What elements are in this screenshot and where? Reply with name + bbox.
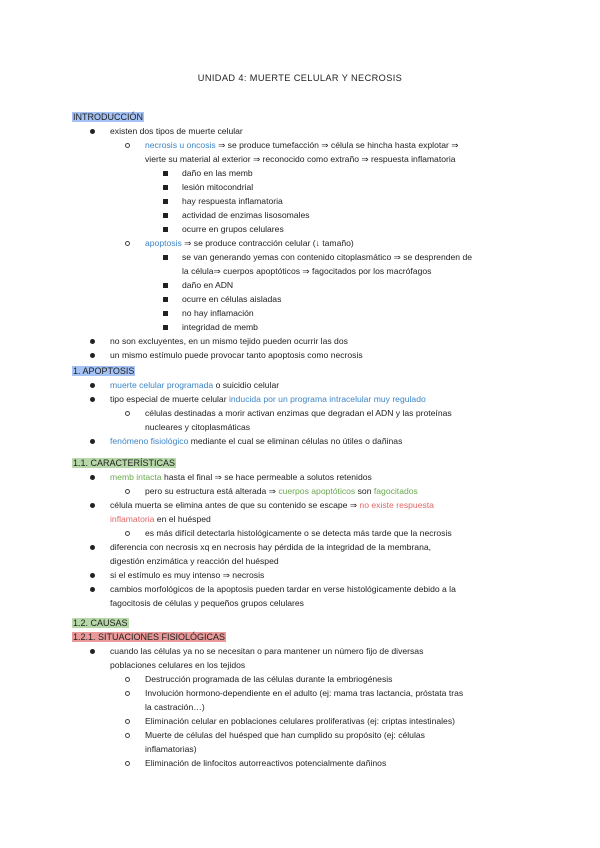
list-item xyxy=(145,687,530,701)
bullet-square-icon xyxy=(163,325,168,330)
caract-b1-sub-term2: fagocitados xyxy=(373,486,418,496)
list-item xyxy=(145,407,530,421)
caract-b2-line2 xyxy=(110,513,530,527)
caract-b1-rest: hasta el final ⇒ se hace permeable a solutos retenidos xyxy=(161,472,372,482)
list-item xyxy=(182,279,527,293)
apoptosis-b3-term: fenómeno fisiológico xyxy=(110,436,189,446)
bullet-dot-icon xyxy=(90,397,95,402)
causas-s1: Destrucción programada de las células durante la embriogénesis xyxy=(145,674,393,684)
list-item xyxy=(182,321,527,335)
causas-subheading-text: 1.2.1. SITUACIONES FISIOLÓGICAS xyxy=(73,632,226,642)
apoptosis-desc: ⇒ se produce contracción celular (↓ tamaño) xyxy=(181,238,354,248)
list-item xyxy=(182,209,527,223)
bullet-square-icon xyxy=(163,255,168,260)
caract-b4: si el estímulo es muy intenso ⇒ necrosis xyxy=(110,570,265,580)
list-item xyxy=(110,335,530,349)
apoptosis-b3-rest: mediante el cual se eliminan células no útiles o dañinas xyxy=(188,436,403,446)
bullet-square-icon xyxy=(163,213,168,218)
causas-s2-line2: la castración…) xyxy=(145,702,205,712)
necrosis-desc-line1: ⇒ se produce tumefacción ⇒ célula se hincha hasta explotar ⇒ xyxy=(215,140,459,150)
apoptosis-heading xyxy=(72,365,135,378)
necrosis-desc-line2: vierte su material al exterior ⇒ reconocido como extraño ⇒ respuesta inflamatoria xyxy=(145,154,456,164)
caract-b1-sub-term1: cuerpos apoptóticos xyxy=(278,486,356,496)
bullet-dot-icon xyxy=(90,383,95,388)
apoptosis-b1-rest: o suicidio celular xyxy=(213,380,280,390)
caract-b2-sub: es más difícil detectarla histológicamente o se detecta más tarde que la necrosis xyxy=(145,528,452,538)
apoptosis-item-line1: se van generando yemas con contenido citoplasmático ⇒ se desprenden de xyxy=(182,252,473,262)
caract-b5-line1: cambios morfológicos de la apoptosis pueden tardar en verse histológicamente debido a la xyxy=(110,584,456,594)
list-item xyxy=(182,195,527,209)
list-item xyxy=(110,499,530,513)
apoptosis-b2-term: inducida por un programa intracelular muy regulado xyxy=(228,394,426,404)
list-item xyxy=(145,485,530,499)
caract-b1-sub-pre: pero su estructura está alterada ⇒ xyxy=(145,486,279,496)
list-item xyxy=(110,379,530,393)
bullet-circle-icon xyxy=(125,719,130,724)
bullet-dot-icon xyxy=(90,573,95,578)
apoptosis-heading-text: 1. APOPTOSIS xyxy=(73,366,135,376)
necrosis-item: lesión mitocondrial xyxy=(182,182,254,192)
caract-b2-pre: célula muerta se elimina antes de que su contenido se escape ⇒ xyxy=(110,500,360,510)
caract-b1-sub-mid: son xyxy=(355,486,374,496)
bullet-circle-icon xyxy=(125,761,130,766)
bullet-circle-icon xyxy=(125,531,130,536)
apoptosis-item: ocurre en células aisladas xyxy=(182,294,282,304)
causas-heading xyxy=(72,617,129,630)
necrosis-term: necrosis u oncosis xyxy=(145,140,216,150)
causas-s5: Eliminación de linfocitos autorreactivos potencialmente dañinos xyxy=(145,758,387,768)
list-item xyxy=(110,393,530,407)
causas-b1-line1: cuando las células ya no se necesitan o para mantener un número fijo de diversas xyxy=(110,646,424,656)
bullet-circle-icon xyxy=(125,241,130,246)
list-item xyxy=(182,223,527,237)
bullet-dot-icon xyxy=(90,129,95,134)
bullet-circle-icon xyxy=(125,411,130,416)
causas-s3: Eliminación celular en poblaciones celulares proliferativas (ej: criptas intestinales) xyxy=(145,716,456,726)
list-item xyxy=(182,181,527,195)
causas-s2-line1: Involución hormono-dependiente en el adulto (ej: mama tras lactancia, próstata tras xyxy=(145,688,464,698)
apoptosis-b2-sub-line1: células destinadas a morir activan enzimas que degradan el ADN y las proteínas xyxy=(145,408,452,418)
apoptosis-item: daño en ADN xyxy=(182,280,234,290)
bullet-square-icon xyxy=(163,185,168,190)
bullet-square-icon xyxy=(163,227,168,232)
list-item xyxy=(145,237,530,251)
bullet-square-icon xyxy=(163,171,168,176)
necrosis-item: daño en las memb xyxy=(182,168,253,178)
apoptosis-item: integridad de memb xyxy=(182,322,258,332)
bullet-square-icon xyxy=(163,297,168,302)
necrosis-item: actividad de enzimas lisosomales xyxy=(182,210,310,220)
list-item xyxy=(145,527,530,541)
apoptosis-item: no hay inflamación xyxy=(182,308,254,318)
causas-heading-text: 1.2. CAUSAS xyxy=(73,618,128,628)
caract-b5-line2: fagocitosis de células y pequeños grupos celulares xyxy=(110,598,304,608)
caracteristicas-heading-text: 1.1. CARACTERÍSTICAS xyxy=(73,458,176,468)
list-item xyxy=(110,125,530,139)
causas-subheading xyxy=(72,631,226,644)
bullet-square-icon xyxy=(163,199,168,204)
apoptosis-b2-sub-line2: nucleares y citoplasmáticas xyxy=(145,422,251,432)
causas-s4-line2: inflamatorias) xyxy=(145,744,197,754)
necrosis-item: ocurre en grupos celulares xyxy=(182,224,284,234)
intro-bullet-1: existen dos tipos de muerte celular xyxy=(110,126,243,136)
apoptosis-term: apoptosis xyxy=(145,238,182,248)
list-item xyxy=(110,583,530,597)
caract-b3-line2: digestión enzimática y reacción del huésped xyxy=(110,556,279,566)
list-item xyxy=(110,349,530,363)
bullet-square-icon xyxy=(163,283,168,288)
list-item xyxy=(110,645,530,659)
intro-bullet-3: un mismo estímulo puede provocar tanto apoptosis como necrosis xyxy=(110,350,363,360)
bullet-circle-icon xyxy=(125,733,130,738)
list-item xyxy=(110,471,530,485)
bullet-dot-icon xyxy=(90,353,95,358)
list-item xyxy=(145,757,530,771)
apoptosis-b2-pre: tipo especial de muerte celular xyxy=(110,394,229,404)
apoptosis-b1-term: muerte celular programada xyxy=(110,380,214,390)
caract-b2-term-b: inflamatoria xyxy=(110,514,155,524)
caract-b2-rest: en el huésped xyxy=(154,514,211,524)
bullet-circle-icon xyxy=(125,677,130,682)
apoptosis-item-line2: la célula⇒ cuerpos apoptóticos ⇒ fagocitados por los macrófagos xyxy=(182,266,432,276)
causas-s4-line1: Muerte de células del huésped que han cumplido su propósito (ej: células xyxy=(145,730,425,740)
caracteristicas-heading xyxy=(72,457,176,470)
bullet-circle-icon xyxy=(125,489,130,494)
caract-b2-term-a: no existe respuesta xyxy=(359,500,434,510)
bullet-dot-icon xyxy=(90,503,95,508)
list-item xyxy=(110,569,530,583)
list-item xyxy=(145,729,530,743)
intro-bullet-2: no son excluyentes, en un mismo tejido pueden ocurrir las dos xyxy=(110,336,348,346)
list-item xyxy=(182,307,527,321)
intro-heading-text: INTRODUCCIÓN xyxy=(73,112,143,122)
caract-b1-term: memb intacta xyxy=(110,472,162,482)
bullet-dot-icon xyxy=(90,439,95,444)
bullet-dot-icon xyxy=(90,649,95,654)
bullet-circle-icon xyxy=(125,691,130,696)
bullet-circle-icon xyxy=(125,143,130,148)
list-item xyxy=(110,435,530,449)
causas-b1-line2: poblaciones celulares en los tejidos xyxy=(110,660,246,670)
necrosis-item: hay respuesta inflamatoria xyxy=(182,196,283,206)
list-item xyxy=(182,293,527,307)
list-item xyxy=(145,715,530,729)
list-item xyxy=(182,251,527,265)
bullet-dot-icon xyxy=(90,339,95,344)
list-item xyxy=(110,541,530,555)
bullet-square-icon xyxy=(163,311,168,316)
document-title: UNIDAD 4: MUERTE CELULAR Y NECROSIS xyxy=(197,73,403,83)
intro-heading xyxy=(72,111,144,124)
list-item xyxy=(145,673,530,687)
caract-b3-line1: diferencia con necrosis xq en necrosis hay pérdida de la integridad de la membrana, xyxy=(110,542,432,552)
bullet-dot-icon xyxy=(90,587,95,592)
list-item xyxy=(182,167,527,181)
list-item xyxy=(145,139,530,153)
bullet-dot-icon xyxy=(90,475,95,480)
bullet-dot-icon xyxy=(90,545,95,550)
